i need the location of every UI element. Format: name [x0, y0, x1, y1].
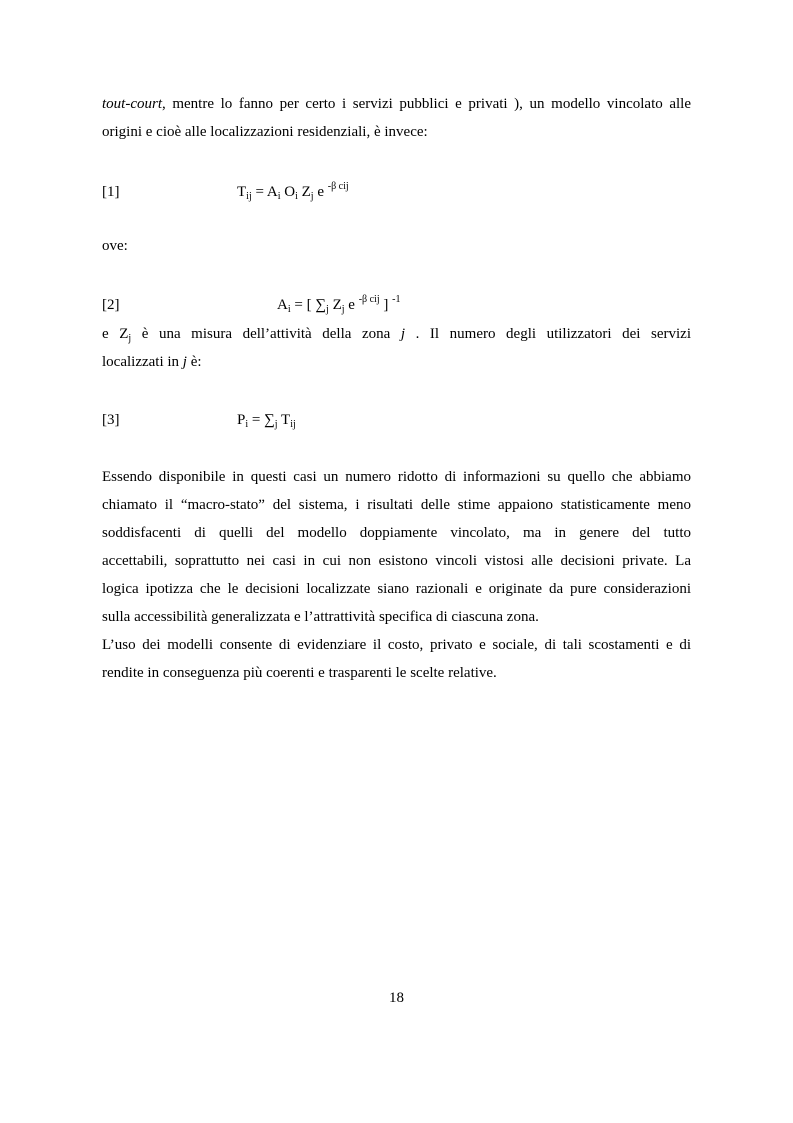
- page-number: 18: [389, 990, 404, 1006]
- eq3-sub-i: i: [245, 419, 249, 430]
- eq2-exponent-2: -1: [392, 294, 401, 305]
- eq1-A: = A: [251, 184, 278, 200]
- equation-2-formula: [277, 293, 400, 317]
- eq1-O: O: [280, 184, 296, 200]
- eq3-sum: = ∑: [248, 412, 275, 428]
- body-line: logica ipotizza che le decisioni localizzate siano razionali e originate da pure considerazioni: [102, 581, 691, 597]
- intro-line-1-text: , mentre lo fanno per certo i servizi pubblici e privati ), un modello vincolato alle: [162, 96, 691, 112]
- intro-italic-term: tout-court: [102, 96, 162, 112]
- eq2-sum: = [ ∑: [290, 297, 327, 313]
- zone-line-2-j: j: [182, 354, 187, 370]
- eq3-sub-j: j: [274, 419, 278, 430]
- zone-activity-paragraph: [102, 320, 691, 376]
- closing-line: rendite in conseguenza più coerenti e trasparenti le scelte relative.: [102, 665, 497, 681]
- body-paragraph: [102, 463, 691, 631]
- eq2-close: ]: [379, 297, 393, 313]
- intro-line-1: [102, 90, 691, 118]
- equation-1: [102, 180, 502, 204]
- eq2-sub-j2: j: [341, 304, 345, 315]
- eq1-exponent: -β cij: [327, 181, 349, 192]
- intro-line-2: origini e cioè alle localizzazioni residenziali, è invece:: [102, 124, 428, 140]
- zone-line-1: [102, 320, 691, 348]
- closing-paragraph: [102, 631, 691, 687]
- equation-1-number: [1]: [102, 184, 120, 200]
- zone-e-Z: e Z: [102, 326, 129, 342]
- zone-sub-j: j: [128, 333, 132, 344]
- equation-3-number: [3]: [102, 412, 120, 428]
- ove-label: ove:: [102, 238, 128, 254]
- body-line: soddisfacenti di quelli del modello doppiamente vincolato, ma in genere del tutto: [102, 525, 691, 541]
- body-line: sulla accessibilità generalizzata e l’attrattività specifica di ciascuna zona.: [102, 609, 539, 625]
- eq3-T: T: [277, 412, 291, 428]
- eq2-Z: Z: [328, 297, 342, 313]
- equation-3: [102, 408, 402, 432]
- zone-line-2-text: localizzati in: [102, 354, 183, 370]
- equation-3-formula: [237, 408, 296, 432]
- equation-1-formula: [237, 180, 349, 204]
- zone-line-2-end: è:: [186, 354, 202, 370]
- zone-line-2: [102, 348, 691, 376]
- eq2-sub-j: j: [326, 304, 329, 315]
- eq1-Z: Z: [297, 184, 311, 200]
- body-line: accettabili, soprattutto nei casi in cui non esistono vincoli vistosi alle decisioni private. La: [102, 553, 691, 569]
- eq2-e: e: [344, 297, 359, 313]
- intro-paragraph: [102, 90, 691, 146]
- zone-text-1: è una misura dell’attività della zona: [131, 326, 401, 342]
- closing-line: L’uso dei modelli consente di evidenziare il costo, privato e sociale, di tali scostamenti e di: [102, 637, 691, 653]
- zone-text-2: . Il numero degli utilizzatori dei servizi: [405, 326, 691, 342]
- body-line: Essendo disponibile in questi casi un numero ridotto di informazioni su quello che abbiamo: [102, 469, 691, 485]
- equation-2: [102, 293, 522, 317]
- eq1-sub-j: j: [310, 191, 314, 202]
- eq1-e: e: [313, 184, 328, 200]
- body-line: chiamato il “macro-stato” del sistema, i risultati delle stime appaiono statisticamente meno: [102, 497, 691, 513]
- eq1-sub-ij: ij: [246, 191, 252, 202]
- eq2-exponent: -β cij: [358, 294, 380, 305]
- zone-j-italic: j: [400, 326, 406, 342]
- eq1-T: T: [237, 184, 247, 200]
- eq2-A: A: [277, 297, 288, 313]
- eq3-sub-ij: ij: [290, 419, 296, 430]
- eq2-sub-i: i: [287, 304, 291, 315]
- equation-2-number: [2]: [102, 297, 120, 313]
- eq1-sub-i2: i: [295, 191, 298, 202]
- eq3-P: P: [237, 412, 246, 428]
- eq1-sub-i: i: [277, 191, 281, 202]
